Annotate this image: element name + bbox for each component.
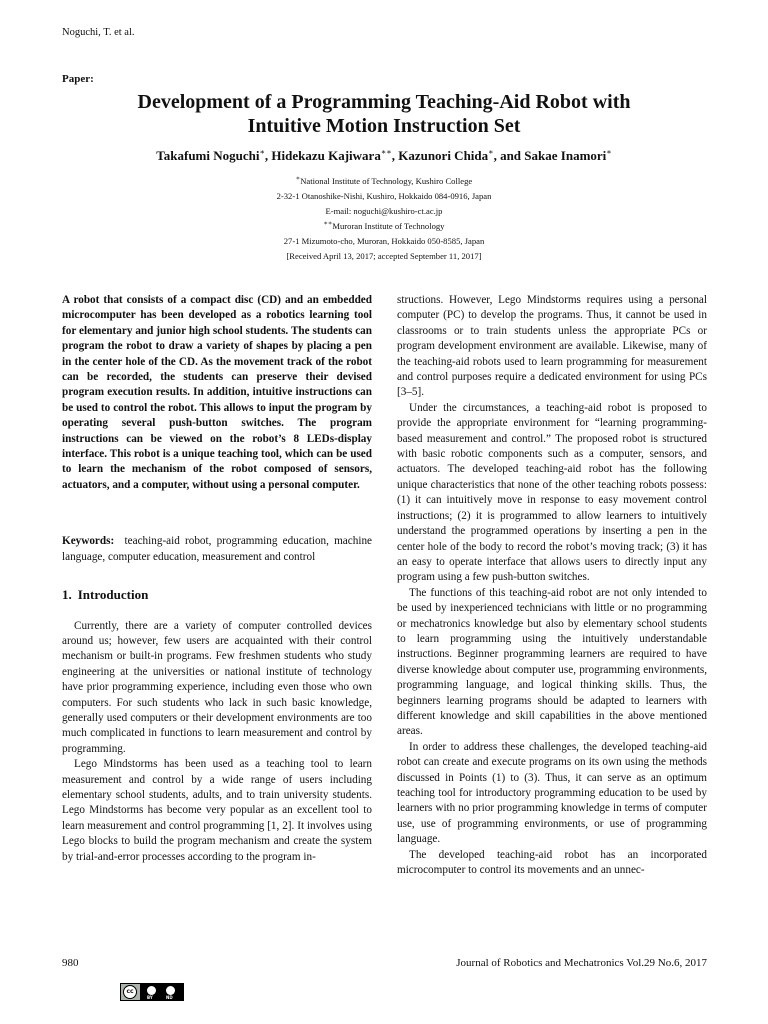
- body-paragraph: Under the circumstances, a teaching-aid robot is proposed to provide the appropriate environment for “learning programming-based measurement and control.” The proposed robot is structured with basic robotic components such as a computer, sensors, and actuators. The developed teaching-aid robot has the following unique characteristics that none of the other teaching robots possess: (1) it can intuitively move in response to easy movement control instructions; (2) it is programmed to allow learners to intuitively understand the programmed operations by inserting a pen in the center hole of the body to record the robot’s moving track; (3) it has an easy to operate interface that allows users to directly input any program using a few push-button switches.: [397, 401, 707, 584]
- author-name: Hidekazu Kajiwara: [271, 148, 381, 163]
- author-separator: ,: [264, 148, 272, 163]
- section-heading-introduction: [62, 587, 372, 602]
- by-label: BY: [147, 995, 153, 1000]
- author-name: Sakae Inamori: [524, 148, 607, 163]
- body-paragraph: Currently, there are a variety of computer controlled devices around us; however, few users are acquainted with their control mechanism or built-in programs. Few freshmen students who study engineering at the universities or national institute of technology have prior programming experience, including even those who own computers. For such students who lack in such basic knowledge, generally used computers or their development environments are too much complicated in functions to learn measurement and control by programming.: [62, 619, 372, 755]
- right-column: [397, 293, 707, 878]
- affiliation-mark: ∗∗: [323, 220, 333, 228]
- nd-label: ND: [166, 995, 173, 1000]
- affiliation-address: 27-1 Mizumoto-cho, Muroran, Hokkaido 050-8585, Japan: [283, 236, 485, 246]
- body-paragraph: In order to address these challenges, the developed teaching-aid robot can create and execute programs on its own using the methods discussed in Points (1) to (3). Thus, it can serve as an optimum teaching tool for introductory programming education to be used by learners with no prior programming knowledge in terms of computer use, use of programming environments, or use of programming language.: [397, 740, 707, 846]
- body-paragraph: structions. However, Lego Mindstorms requires using a personal computer (PC) to develop the programs. Thus, it cannot be used in classrooms or to train students unless the appropriate PCs or program development environment are available. Likewise, many of the teaching-aid robots used to learn programming for measurement and control purposes require a dedicated environment for using PCs [3–5].: [397, 294, 707, 399]
- affiliation-line: ∗National Institute of Technology, Kushiro College: [295, 175, 473, 186]
- section-title: Introduction: [77, 587, 149, 603]
- author-list: [40, 148, 728, 164]
- no-derivatives-icon: [166, 986, 175, 995]
- keywords-text: teaching-aid robot, programming education, machine language, computer education, measurement and control: [62, 535, 373, 563]
- paper-type-label: Paper:: [62, 73, 94, 85]
- body-paragraph: The developed teaching-aid robot has an incorporated microcomputer to control its movements and an unnec-: [397, 848, 707, 877]
- affiliation-mark: ∗∗: [380, 147, 392, 157]
- author-separator: ,: [391, 148, 399, 163]
- abstract: A robot that consists of a compact disc (CD) and an embedded microcomputer has been developed as a robotics learning tool for elementary and junior high school students. The students can program the robot to draw a variety of shapes by placing a pen in the center hole of the CD. As the movement track of the robot can be recorded, the students can preserve their devised program execution results. In addition, intuitive instructions can be used to control the robot. This allows to input the program by operating several push-button switches. The program instructions can be viewed on the robot’s 8 LEDs-display interface. This robot is a unique teaching tool, which can be used to learn the mechanism of the robot composed of sensors, actuators, and a computer, without using a personal computer.: [62, 294, 372, 491]
- affiliation-line: ∗∗Muroran Institute of Technology: [323, 220, 445, 231]
- keywords-label: Keywords:: [62, 535, 115, 548]
- affiliation-mark: ∗: [295, 175, 301, 183]
- cc-icon: cc: [123, 985, 137, 999]
- affiliation-mark: ∗: [488, 147, 494, 157]
- creative-commons-badge[interactable]: [120, 983, 184, 1001]
- body-paragraph: Lego Mindstorms has been used as a teaching tool to learn measurement and control by a wide range of users including elementary school students, adults, and to train university students. Lego Mindstorms has become very popular as an excellent tool to learn measurement and control programming [1, 2]. It involves using Lego blocks to build the program mechanism and create the system by trial-and-error processes according to the program in-: [62, 758, 372, 863]
- journal-info: Journal of Robotics and Mechatronics Vol.29 No.6, 2017: [456, 957, 707, 969]
- author-name: Takafumi Noguchi: [156, 148, 260, 163]
- section-number: 1.: [62, 587, 72, 603]
- affiliation-mark: ∗: [606, 147, 612, 157]
- paper-title: [40, 90, 728, 138]
- affiliations: [40, 174, 728, 264]
- title-line-1: Development of a Programming Teaching-Aid Robot with: [137, 91, 631, 113]
- author-separator: , and: [493, 148, 525, 163]
- attribution-icon: [147, 986, 156, 995]
- author-name: Kazunori Chida: [398, 148, 489, 163]
- received-dates: [Received April 13, 2017; accepted September 11, 2017]: [286, 251, 482, 261]
- left-column: [62, 293, 372, 865]
- running-head: Noguchi, T. et al.: [62, 27, 135, 38]
- contact-email: E-mail: noguchi@kushiro-ct.ac.jp: [325, 206, 443, 216]
- affiliation-mark: ∗: [259, 147, 265, 157]
- page-number: 980: [62, 957, 79, 969]
- body-paragraph: The functions of this teaching-aid robot are not only intended to be used by inexperienced technicians with little or no programming or mechatronics knowledge but also by elementary school students to learn programming using the intuitively understandable instructions. Beginner programming learners are required to have diverse knowledge about computer use, programming environments, programming language, and logical thinking skills. Thus, the beginners learning programs should be adapted to learners with different knowledge and skill capabilities in the above mentioned areas.: [397, 586, 707, 738]
- title-line-2: Intuitive Motion Instruction Set: [247, 115, 521, 137]
- affiliation-address: 2-32-1 Otanoshike-Nishi, Kushiro, Hokkaido 084-0916, Japan: [276, 191, 492, 201]
- license-terms: [140, 984, 183, 1000]
- keywords: [62, 534, 372, 565]
